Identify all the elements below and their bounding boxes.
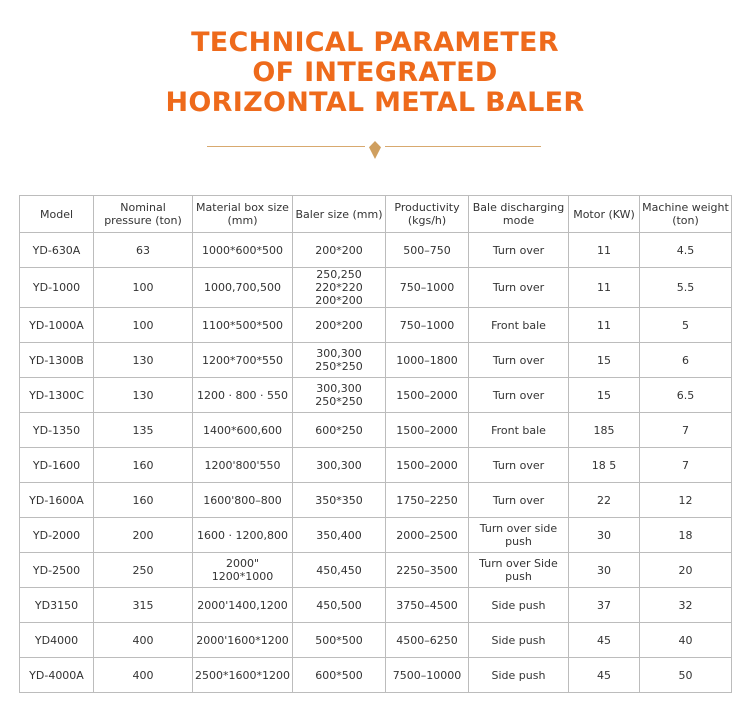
table-cell: YD-1000A — [20, 308, 94, 343]
table-cell: 30 — [569, 518, 640, 553]
table-cell: 32 — [640, 588, 732, 623]
table-cell: 12 — [640, 483, 732, 518]
table-cell: 5.5 — [640, 268, 732, 308]
table-cell: 2250–3500 — [386, 553, 469, 588]
table-cell: Turn over — [469, 233, 569, 268]
table-cell: 18 5 — [569, 448, 640, 483]
table-cell: 130 — [94, 343, 193, 378]
table-cell: 315 — [94, 588, 193, 623]
table-row — [20, 308, 732, 343]
column-header: Baler size (mm) — [293, 196, 386, 233]
table-cell: 300,300 250*250 — [293, 378, 386, 413]
table-cell: 300,300 250*250 — [293, 343, 386, 378]
column-header: Model — [20, 196, 94, 233]
table-cell: 2000'1600*1200 — [193, 623, 293, 658]
table-cell: 160 — [94, 448, 193, 483]
table-cell: YD-2500 — [20, 553, 94, 588]
table-cell: 7 — [640, 413, 732, 448]
table-cell: YD-1300B — [20, 343, 94, 378]
table-cell: Turn over — [469, 483, 569, 518]
table-cell: YD3150 — [20, 588, 94, 623]
table-cell: YD-1350 — [20, 413, 94, 448]
table-cell: 1400*600,600 — [193, 413, 293, 448]
table-cell: 135 — [94, 413, 193, 448]
table-cell: Turn over — [469, 268, 569, 308]
table-cell: 2500*1600*1200 — [193, 658, 293, 693]
table-cell: 2000–2500 — [386, 518, 469, 553]
table-cell: 45 — [569, 658, 640, 693]
table-row — [20, 233, 732, 268]
table-cell: 100 — [94, 308, 193, 343]
table-cell: 63 — [94, 233, 193, 268]
table-cell: Front bale — [469, 308, 569, 343]
table-cell: 1750–2250 — [386, 483, 469, 518]
table-cell: 600*250 — [293, 413, 386, 448]
table-cell: 160 — [94, 483, 193, 518]
table-cell: YD-4000A — [20, 658, 94, 693]
divider-right — [385, 146, 541, 147]
table-cell: 50 — [640, 658, 732, 693]
table-cell: 1200*700*550 — [193, 343, 293, 378]
table-cell: 500*500 — [293, 623, 386, 658]
table-cell: 200 — [94, 518, 193, 553]
table-cell: 130 — [94, 378, 193, 413]
table-cell: 37 — [569, 588, 640, 623]
table-cell: 45 — [569, 623, 640, 658]
table-row — [20, 623, 732, 658]
table-cell: YD-1600A — [20, 483, 94, 518]
table-cell: YD4000 — [20, 623, 94, 658]
table-cell: 600*500 — [293, 658, 386, 693]
title-line-2: OF INTEGRATED — [252, 57, 498, 88]
table-cell: 11 — [569, 308, 640, 343]
table-cell: YD-1600 — [20, 448, 94, 483]
table-header-row — [20, 196, 732, 233]
table-row — [20, 658, 732, 693]
table-cell: 1200 · 800 · 550 — [193, 378, 293, 413]
table-cell: Side push — [469, 588, 569, 623]
column-header: Material box size (mm) — [193, 196, 293, 233]
table-cell: Turn over — [469, 448, 569, 483]
table-cell: 5 — [640, 308, 732, 343]
column-header: Motor (KW) — [569, 196, 640, 233]
table-cell: 750–1000 — [386, 308, 469, 343]
diamond-ornament-icon — [369, 141, 381, 159]
table-cell: Turn over Side push — [469, 553, 569, 588]
table-row — [20, 483, 732, 518]
table-cell: 1600 · 1200,800 — [193, 518, 293, 553]
table-cell: 11 — [569, 268, 640, 308]
table-cell: 7 — [640, 448, 732, 483]
table-cell: Side push — [469, 658, 569, 693]
table-cell: 30 — [569, 553, 640, 588]
table-row — [20, 518, 732, 553]
table-cell: 6.5 — [640, 378, 732, 413]
title-line-3: HORIZONTAL METAL BALER — [165, 87, 585, 118]
table-cell: 4500–6250 — [386, 623, 469, 658]
table-cell: YD-1000 — [20, 268, 94, 308]
table-cell: YD-1300C — [20, 378, 94, 413]
table-cell: 750–1000 — [386, 268, 469, 308]
table-cell: 40 — [640, 623, 732, 658]
table-cell: 350,400 — [293, 518, 386, 553]
table-cell: 200*200 — [293, 233, 386, 268]
table-cell: 1600'800–800 — [193, 483, 293, 518]
table-cell: Turn over side push — [469, 518, 569, 553]
table-cell: 1000,700,500 — [193, 268, 293, 308]
table-cell: 300,300 — [293, 448, 386, 483]
table-cell: 1000*600*500 — [193, 233, 293, 268]
table-cell: 4.5 — [640, 233, 732, 268]
table-row — [20, 378, 732, 413]
table-cell: 7500–10000 — [386, 658, 469, 693]
table-cell: Front bale — [469, 413, 569, 448]
table-cell: 15 — [569, 343, 640, 378]
column-header: Bale discharging mode — [469, 196, 569, 233]
divider-left — [207, 146, 365, 147]
table-row — [20, 413, 732, 448]
table-cell: 20 — [640, 553, 732, 588]
table-cell: Turn over — [469, 343, 569, 378]
table-cell: YD-2000 — [20, 518, 94, 553]
table-body — [20, 233, 732, 693]
table-cell: 15 — [569, 378, 640, 413]
table-cell: 18 — [640, 518, 732, 553]
table-row — [20, 448, 732, 483]
table-cell: 1500–2000 — [386, 448, 469, 483]
table-cell: 1100*500*500 — [193, 308, 293, 343]
table-cell: 450,500 — [293, 588, 386, 623]
table-cell: 22 — [569, 483, 640, 518]
table-cell: 400 — [94, 623, 193, 658]
table-cell: 450,450 — [293, 553, 386, 588]
table-cell: 185 — [569, 413, 640, 448]
table-cell: 100 — [94, 268, 193, 308]
table-cell: 500–750 — [386, 233, 469, 268]
page-title — [0, 28, 750, 118]
table-row — [20, 268, 732, 308]
table-cell: YD-630A — [20, 233, 94, 268]
table-cell: 350*350 — [293, 483, 386, 518]
parameter-table — [19, 195, 732, 693]
table-row — [20, 553, 732, 588]
table-cell: 2000" 1200*1000 — [193, 553, 293, 588]
table-cell: 6 — [640, 343, 732, 378]
table-cell: 3750–4500 — [386, 588, 469, 623]
table-cell: 1500–2000 — [386, 378, 469, 413]
table-cell: Turn over — [469, 378, 569, 413]
table-cell: 250,250 220*220 200*200 — [293, 268, 386, 308]
table-cell: 11 — [569, 233, 640, 268]
table-row — [20, 588, 732, 623]
column-header: Machine weight (ton) — [640, 196, 732, 233]
table-cell: 1000–1800 — [386, 343, 469, 378]
table-cell: 1500–2000 — [386, 413, 469, 448]
column-header: Nominal pressure (ton) — [94, 196, 193, 233]
table-cell: 200*200 — [293, 308, 386, 343]
title-line-1: TECHNICAL PARAMETER — [191, 27, 559, 58]
table-cell: Side push — [469, 623, 569, 658]
table-cell: 1200'800'550 — [193, 448, 293, 483]
column-header: Productivity (kgs/h) — [386, 196, 469, 233]
table-cell: 400 — [94, 658, 193, 693]
table-row — [20, 343, 732, 378]
table-cell: 250 — [94, 553, 193, 588]
table-cell: 2000'1400,1200 — [193, 588, 293, 623]
